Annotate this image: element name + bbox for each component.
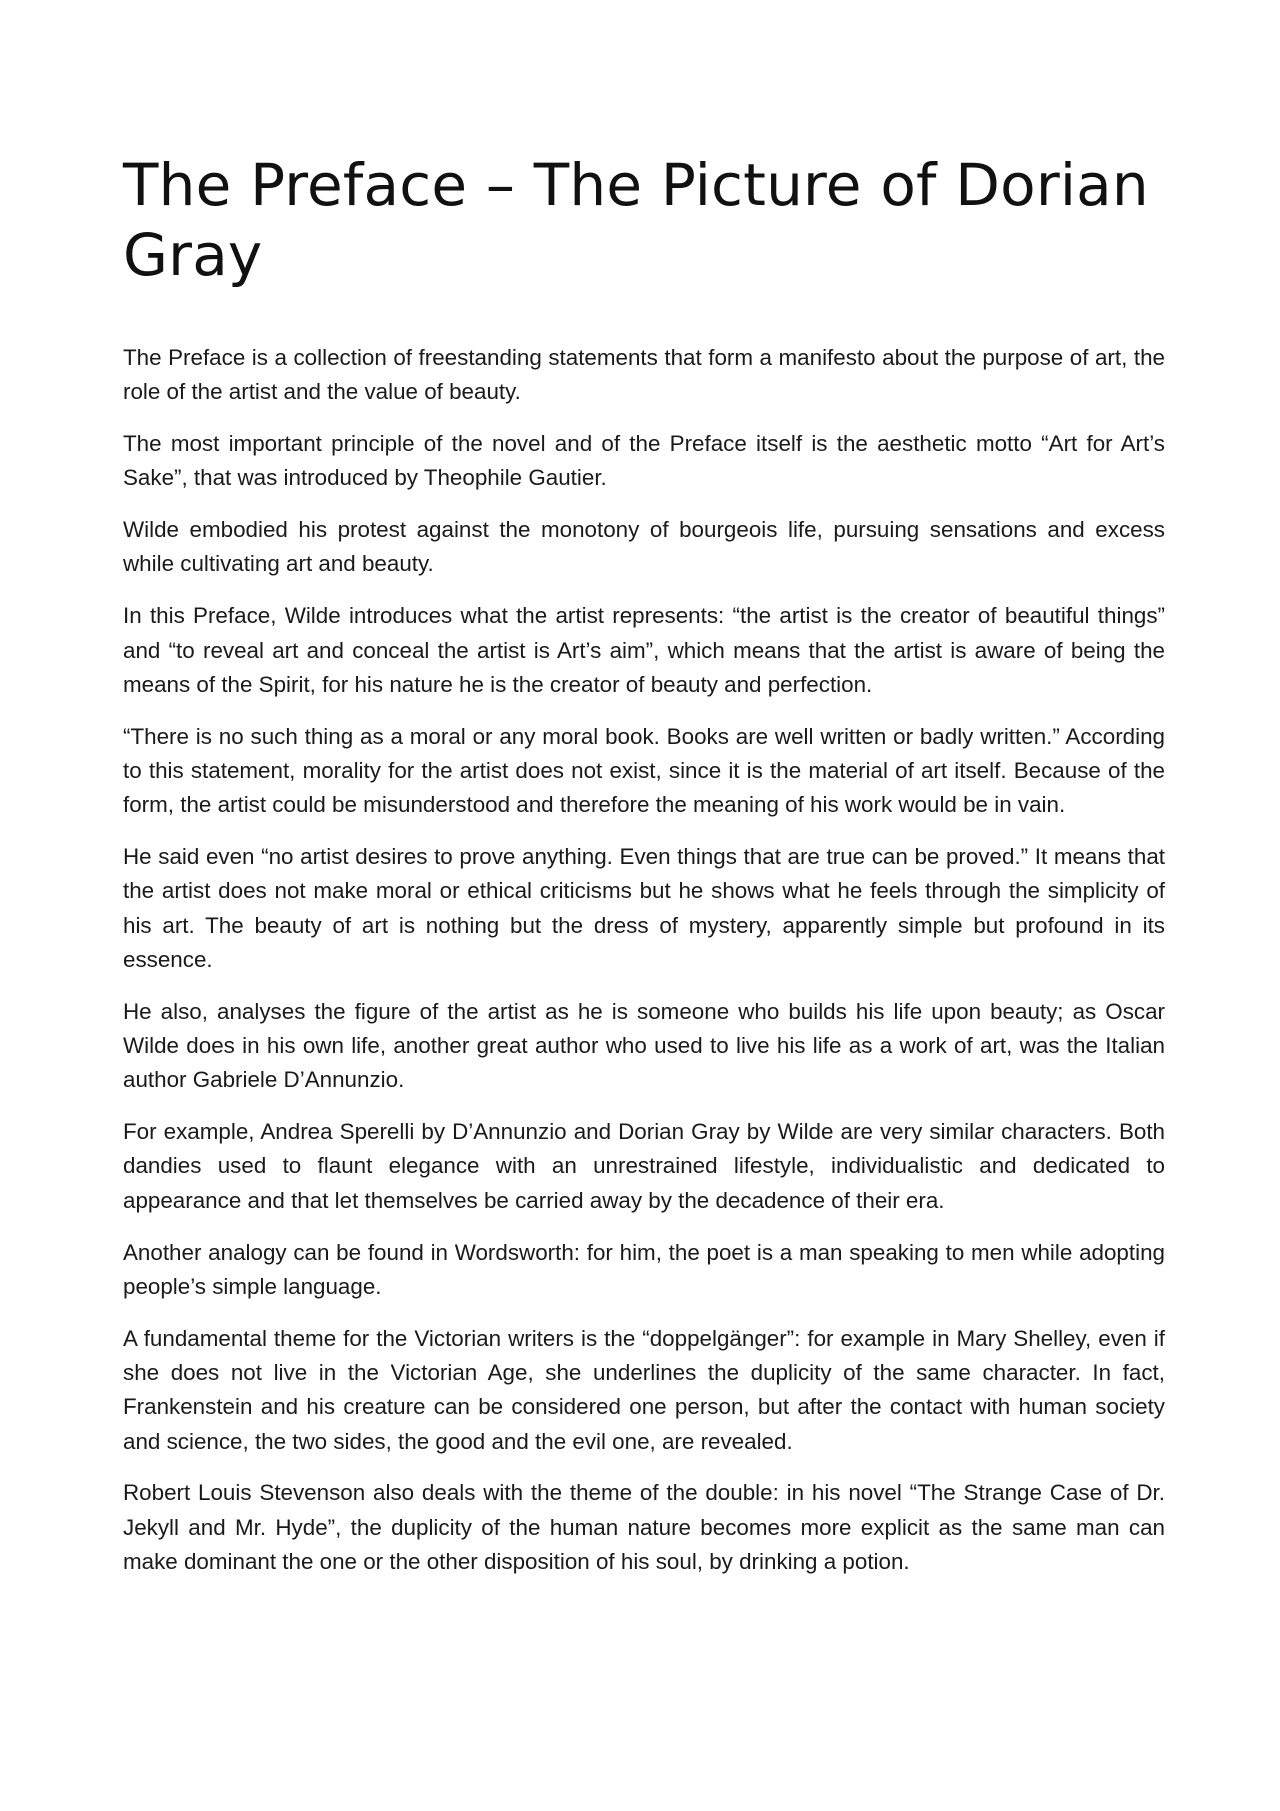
paragraph: For example, Andrea Sperelli by D’Annunzio and Dorian Gray by Wilde are very similar characters. Both dandies used to flaunt elegance with an unrestrained lifestyle, individualistic and dedicated to appearance and that let themselves be carried away by the decadence of their era. bbox=[123, 1119, 1165, 1213]
paragraph: He also, analyses the figure of the artist as he is someone who builds his life upon beauty; as Oscar Wilde does in his own life, another great author who used to live his life as a work of art, was the Italian author Gabriele D’Annunzio. bbox=[123, 998, 1165, 1093]
document-title: The Preface – The Picture of Dorian Gray bbox=[123, 151, 1149, 289]
paragraph: A fundamental theme for the Victorian writers is the “doppelgänger”: for example in Mary Shelley, even if she does not live in the Victorian Age, she underlines the duplicity of the same character. In fact, Frankenstein and his creature can be considered one person, but after the contact with human society and science, the two sides, the good and the evil one, are revealed. bbox=[123, 1325, 1165, 1454]
paragraph: In this Preface, Wilde introduces what the artist represents: “the artist is the creator of beautiful things” and “to reveal art and conceal the artist is Art’s aim”, which means that the artist is aware of being the means of the Spirit, for his nature he is the creator of beauty and perfection. bbox=[123, 603, 1165, 697]
paragraph: “There is no such thing as a moral or any moral book. Books are well written or badly written.” According to this statement, morality for the artist does not exist, since it is the material of art itself. Because of the form, the artist could be misunderstood and therefore the meaning of his work would be in vain. bbox=[123, 723, 1165, 818]
paragraph: Another analogy can be found in Wordsworth: for him, the poet is a man speaking to men while adopting people’s simple language. bbox=[123, 1239, 1165, 1299]
paragraph: The most important principle of the novel and of the Preface itself is the aesthetic motto “Art for Art’s Sake”, that was introduced by Theophile Gautier. bbox=[123, 431, 1165, 491]
paragraph: Wilde embodied his protest against the monotony of bourgeois life, pursuing sensations and excess while cultivating art and beauty. bbox=[123, 517, 1165, 577]
paragraph: Robert Louis Stevenson also deals with the theme of the double: in his novel “The Strange Case of Dr. Jekyll and Mr. Hyde”, the duplicity of the human nature becomes more explicit as the same man can make dominant the one or the other disposition of his soul, by drinking a potion. bbox=[123, 1480, 1165, 1574]
paragraph: The Preface is a collection of freestanding statements that form a manifesto about the purpose of art, the role of the artist and the value of beauty. bbox=[123, 345, 1165, 405]
paragraph: He said even “no artist desires to prove anything. Even things that are true can be proved.” It means that the artist does not make moral or ethical criticisms but he shows what he feels through the simplicity of his art. The beauty of art is nothing but the dress of mystery, apparently simple but profound in its essence. bbox=[123, 844, 1165, 972]
